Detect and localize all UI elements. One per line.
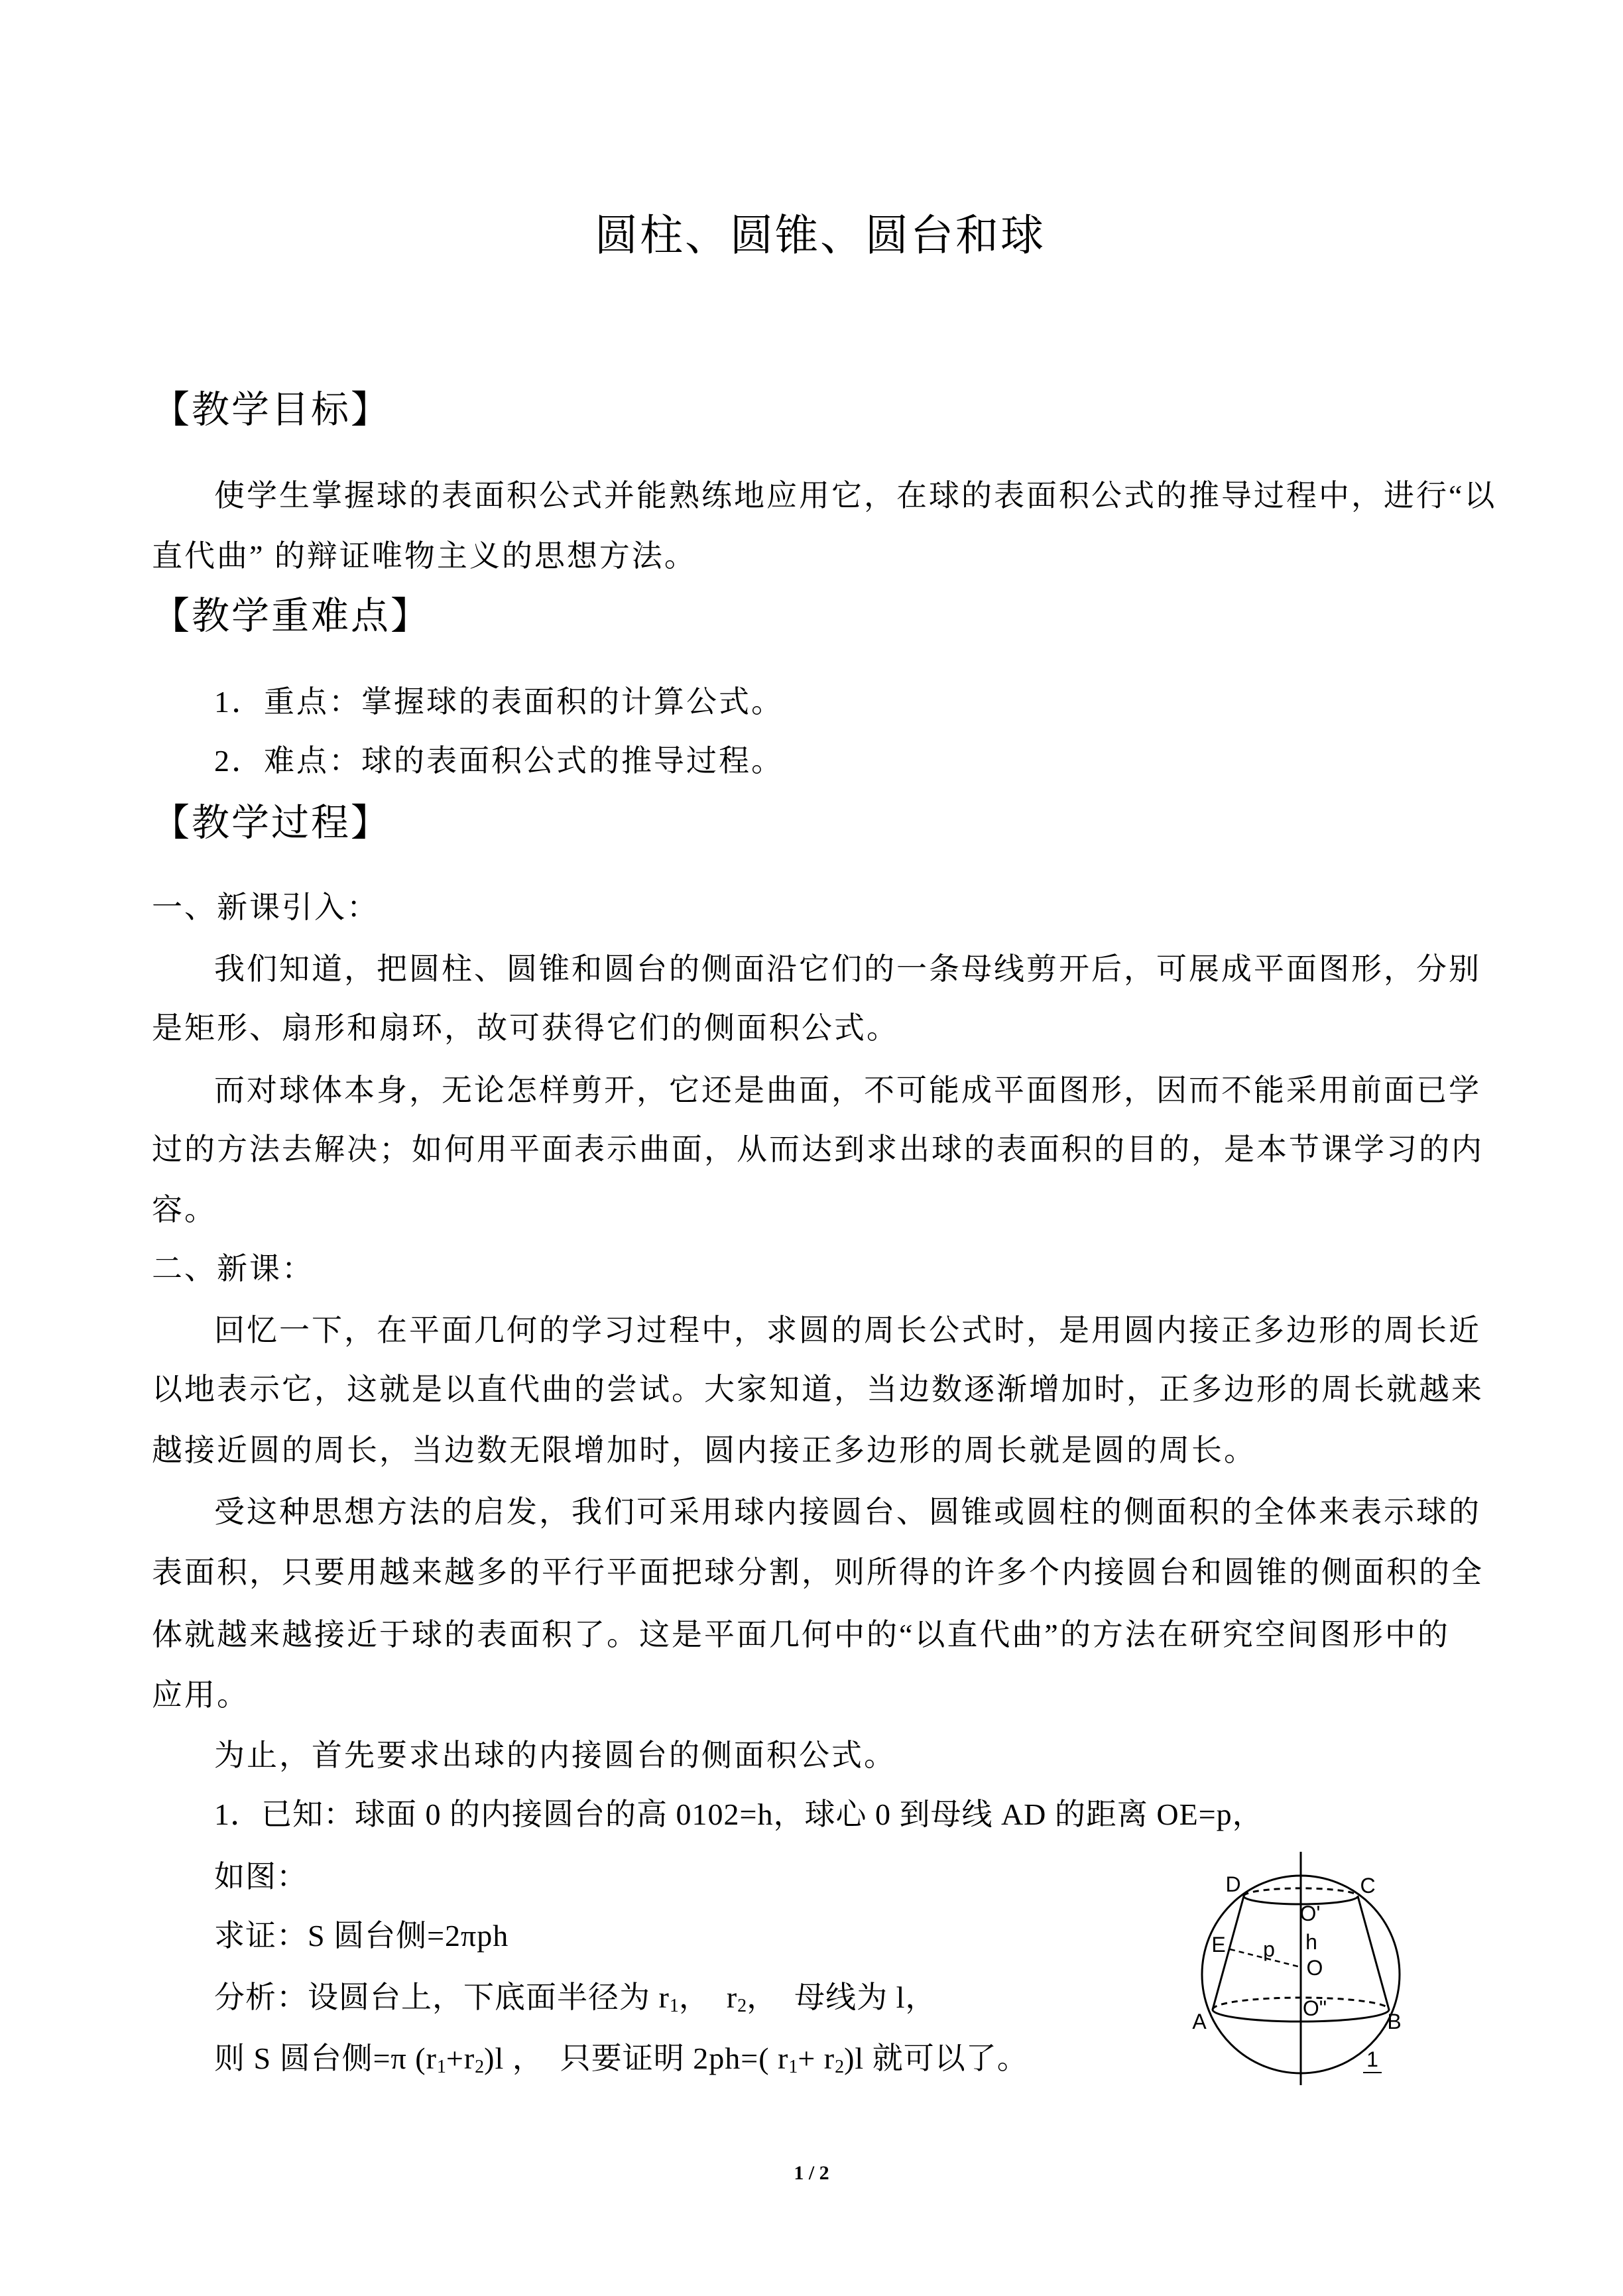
page-title: 圆柱、圆锥、圆台和球 xyxy=(595,212,1046,260)
label-o-prime: O' xyxy=(1299,1902,1321,1925)
key-point-item: 2．难点：球的表面积公式的推导过程。 xyxy=(214,744,784,778)
subscript: 2 xyxy=(737,1996,747,2016)
subscript: 1 xyxy=(788,2057,798,2077)
analysis-text: ， r xyxy=(678,1980,738,2014)
generatrix-bc xyxy=(1358,1896,1389,2010)
key-point-item: 1．重点：掌握球的表面积的计算公式。 xyxy=(214,685,784,719)
label-c: C xyxy=(1360,1874,1376,1898)
lesson-paragraph-line: 以地表示它，这就是以直代曲的尝试。大家知道，当边数逐渐增加时，正多边形的周长就越来 xyxy=(152,1372,1484,1406)
conclusion-text: + r xyxy=(798,2041,835,2075)
subscript: 1 xyxy=(669,1996,679,2016)
heading-process: 【教学过程】 xyxy=(152,802,391,844)
label-a: A xyxy=(1192,2010,1207,2033)
conclusion-text: 则 S 圆台侧=π (r xyxy=(214,2041,437,2075)
objectives-line: 使学生掌握球的表面积公式并能熟练地应用它，在球的表面积公式的推导过程中，进行“以 xyxy=(214,479,1497,513)
intro-paragraph-line: 是矩形、扇形和扇环，故可获得它们的侧面积公式。 xyxy=(152,1011,899,1045)
lesson-paragraph-line: 受这种思想方法的启发，我们可采用球内接圆台、圆锥或圆柱的侧面积的全体来表示球的 xyxy=(214,1495,1481,1529)
given-statement: 1．已知：球面 0 的内接圆台的高 0102=h，球心 0 到母线 AD 的距离 OE=p， xyxy=(214,1797,1264,1831)
label-b: B xyxy=(1387,2010,1402,2033)
conclusion-text: +r xyxy=(446,2041,475,2075)
label-o: O xyxy=(1306,1956,1323,1980)
conclusion-statement xyxy=(214,2039,1028,2087)
subscript: 2 xyxy=(475,2057,485,2077)
objectives-line: 直代曲” 的辩证唯物主义的思想方法。 xyxy=(152,539,697,573)
lesson-paragraph-line: 表面积，只要用越来越多的平行平面把球分割，则所得的许多个内接圆台和圆锥的侧面积的全 xyxy=(152,1555,1484,1589)
conclusion-text: )l ， 只要证明 2ph=( r xyxy=(484,2041,789,2075)
intro-paragraph-line: 我们知道，把圆柱、圆锥和圆台的侧面沿它们的一条母线剪开后，可展成平面图形，分别 xyxy=(214,952,1481,986)
label-p: p xyxy=(1263,1937,1275,1961)
prove-statement: 求证：S 圆台侧=2πph xyxy=(214,1919,509,1953)
heading-key-points: 【教学重难点】 xyxy=(152,595,430,637)
lesson-paragraph-line: 回忆一下，在平面几何的学习过程中，求圆的周长公式时，是用圆内接正多边形的周长近 xyxy=(214,1313,1481,1347)
lesson-paragraph-line: 越接近圆的周长，当边数无限增加时，圆内接正多边形的周长就是圆的周长。 xyxy=(152,1433,1256,1467)
section-title-intro: 一、新课引入： xyxy=(152,890,379,924)
sphere-frustum-figure xyxy=(1180,1843,1419,2095)
figure-number: 1 xyxy=(1366,2047,1378,2071)
analysis-text: 分析：设圆台上，下底面半径为 r xyxy=(214,1980,670,2014)
intro-paragraph-line: 容。 xyxy=(152,1193,217,1227)
analysis-text: ， 母线为 l， xyxy=(747,1980,937,2014)
label-o-double-prime: O" xyxy=(1302,1996,1327,2020)
lesson-paragraph-line: 为止，首先要求出球的内接圆台的侧面积公式。 xyxy=(214,1738,896,1772)
intro-paragraph-line: 而对球体本身，无论怎样剪开，它还是曲面，不可能成平面图形，因而不能采用前面已学 xyxy=(214,1073,1481,1107)
label-e: E xyxy=(1211,1933,1226,1957)
label-d: D xyxy=(1225,1872,1241,1896)
intro-paragraph-line: 过的方法去解决；如何用平面表示曲面，从而达到求出球的表面积的目的，是本节课学习的内 xyxy=(152,1132,1484,1166)
analysis-statement xyxy=(214,1978,936,2026)
section-title-new-lesson: 二、新课： xyxy=(152,1252,314,1286)
lesson-paragraph-line: 体就越来越接近于球的表面积了。这是平面几何中的“以直代曲”的方法在研究空间图形中的 xyxy=(152,1618,1450,1652)
conclusion-text: )l 就可以了。 xyxy=(844,2041,1028,2075)
page-number: 1 / 2 xyxy=(794,2162,829,2184)
lesson-paragraph-line: 应用。 xyxy=(152,1678,249,1712)
label-h: h xyxy=(1305,1930,1317,1954)
subscript: 1 xyxy=(436,2057,446,2077)
subscript: 2 xyxy=(835,2057,845,2077)
see-figure-text: 如图： xyxy=(214,1860,308,1894)
heading-objectives: 【教学目标】 xyxy=(152,389,391,431)
